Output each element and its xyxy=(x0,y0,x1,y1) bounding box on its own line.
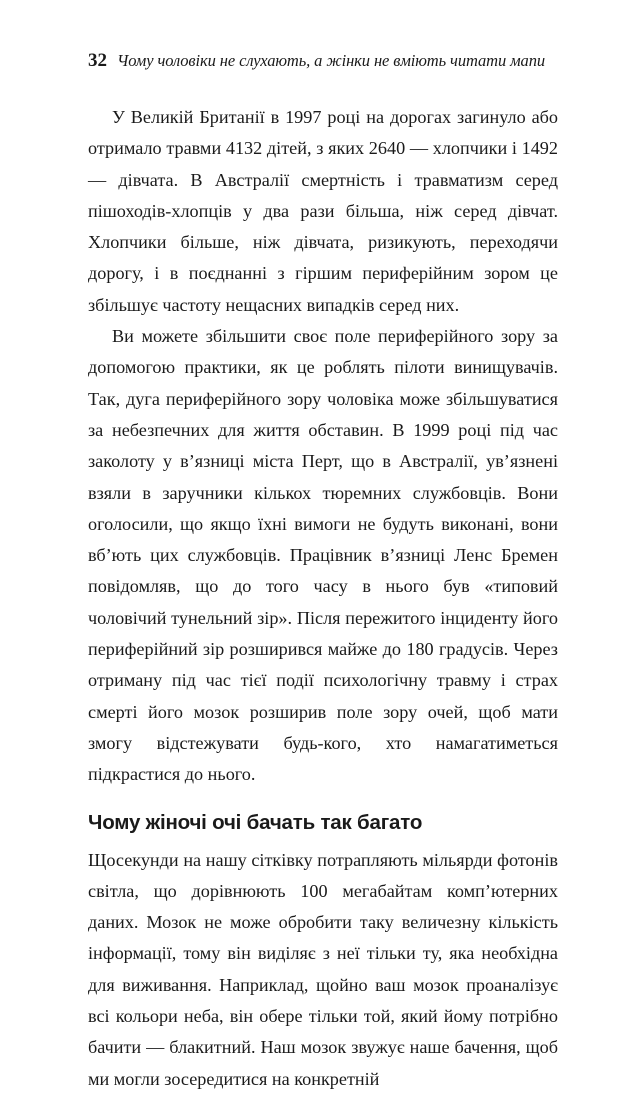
body-paragraph: Ви можете збільшити своє поле периферійного зору за допомогою практики, як це роблять пілоти винищувачів. Так, дуга периферійного зору чоловіка може збільшуватися за небезпечних для життя обставин. В 1999 році під час заколоту у в’язниці міста Перт, що в Австралії, ув’язнені взяли в заручники кількох тюремних службовців. Вони оголосили, що якщо їхні вимоги не будуть виконані, вони вб’ють цих службовців. Працівник в’язниці Ленс Бремен повідомляв, що до того часу в нього був «типовий чоловічий тунельний зір». Після пережитого інциденту його периферійний зір розширився майже до 180 градусів. Через отриману під час тієї події психологічну травму і страх смерті його мозок розширив поле зору очей, щоб мати змогу відстежувати будь-кого, хто намагатиметься підкрастися до нього. xyxy=(88,326,558,785)
page-body xyxy=(88,102,558,1095)
running-title: Чому чоловіки не слухають, а жінки не вміють читати мапи xyxy=(117,51,546,70)
section-paragraph: Щосекунди на нашу сітківку потрапляють мільярди фотонів світла, що дорівнюють 100 мегабайтам комп’ютерних даних. Мозок не може обробити таку величезну кількість інформації, тому він виділяє з неї тільки ту, яка необхідна для виживання. Наприклад, щойно ваш мозок проаналізує всі кольори неба, він обере тільки той, який йому потрібно бачити — блакитний. Наш мозок звужує наше бачення, щоб ми могли зосередитися на конкретній xyxy=(88,849,558,1089)
running-header xyxy=(88,50,568,72)
body-paragraph: У Великій Британії в 1997 році на дорогах загинуло або отримало травми 4132 дітей, з яких 2640 — хлопчики і 1492 — дівчата. В Австралії смертність і травматизм серед пішоходів-хлопців у два рази більша, ніж серед дівчат. Хлопчики більше, ніж дівчата, ризикують, переходячи дорогу, і в поєднанні з гіршим периферійним зором це збільшує частоту нещасних випадків серед них. xyxy=(88,107,558,315)
section-heading: Чому жіночі очі бачать так багато xyxy=(88,810,423,834)
page-number: 32 xyxy=(88,50,107,71)
